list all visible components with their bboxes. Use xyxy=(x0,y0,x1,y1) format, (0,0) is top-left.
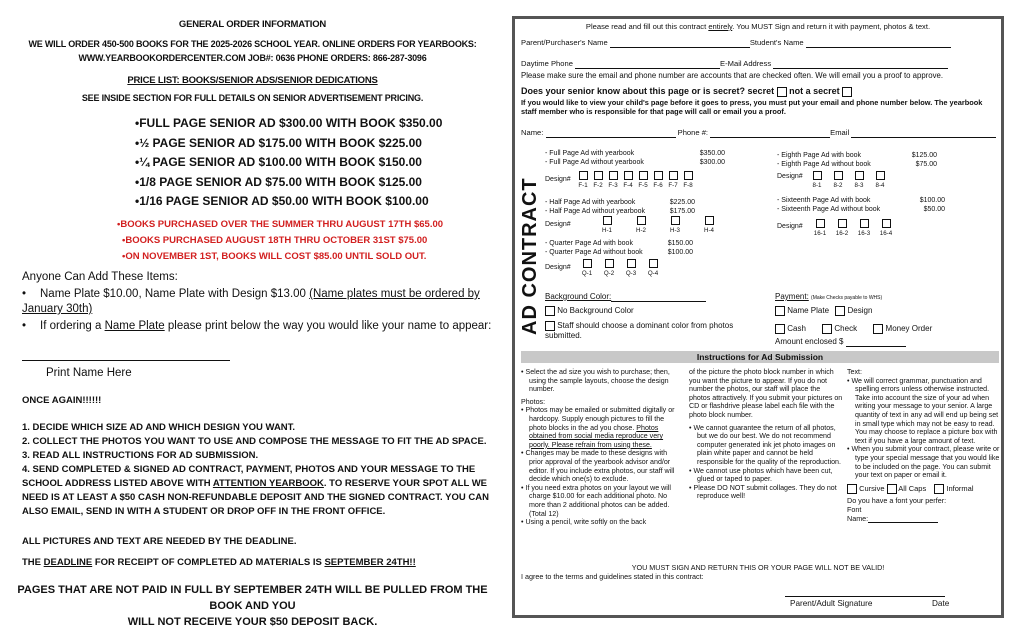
all-caps-label: All Caps xyxy=(898,483,927,493)
design-option-h4[interactable] xyxy=(703,216,715,234)
email-address-field[interactable] xyxy=(773,61,948,69)
design-option-16-2[interactable] xyxy=(835,219,849,237)
price-item: • ¼ PAGE SENIOR AD $100.00 WITH BOOK $150.00 xyxy=(135,153,442,173)
font-name-label: Name: xyxy=(847,513,869,523)
deadline-note xyxy=(22,556,416,570)
pages-warning-c: WILL BE PULLED FROM THE BOOK AND YOU xyxy=(209,584,488,612)
eighth-page-without-book: - Eighth Page Ad without book xyxy=(777,160,871,168)
sixteenth-page-price-with: $100.00 xyxy=(919,197,945,204)
design-code: F-2 xyxy=(593,182,603,189)
eighth-design-label: Design# xyxy=(777,173,803,180)
sixteenth-design-label: Design# xyxy=(777,223,803,230)
price-list-subheading: SEE INSIDE SECTION FOR FULL DETAILS ON SENIOR ADVERTISEMENT PRICING. xyxy=(81,93,424,103)
design-code: 8-3 xyxy=(854,182,864,189)
instruction-item: • We will correct grammar, punctuation and spelling errors unless otherwise instructed. Take into account the size of your ad when writing your message to your senior. A large quantity of text in any ad will end up being set in small type which may not be easy to read. You may choose to replace a picture box with text if you have a large amount of text. xyxy=(847,377,1001,446)
deadline-date: SEPTEMBER 24TH!! xyxy=(324,557,416,568)
price-item: • 1/8 PAGE SENIOR AD $75.00 WITH BOOK $125.00 xyxy=(135,173,442,193)
full-design-boxes xyxy=(578,171,693,189)
payment-label: Payment: xyxy=(775,292,809,301)
design-code: F-4 xyxy=(623,182,633,189)
payment-note: (Make Checks payable to WHS) xyxy=(811,295,883,301)
name-label: Name: xyxy=(521,128,544,137)
name-plate-checkbox[interactable] xyxy=(775,306,785,316)
font-style-options xyxy=(847,483,1001,494)
steps-list xyxy=(22,421,492,519)
font-preference: Do you have a font your perfer: xyxy=(847,495,947,505)
instruction-item: • Changes may be made to these designs with prior approval of the yearbook advisor and/or editor. If you include extra photos, our staff will decide which one(s) to exclude. xyxy=(521,449,683,483)
check-label: Check xyxy=(834,324,858,334)
phone-label: Phone #: xyxy=(677,128,709,137)
step-item: 1. DECIDE WHICH SIZE AD AND WHICH DESIGN YOU WANT. xyxy=(22,422,296,433)
design-code: 8-4 xyxy=(875,182,885,189)
instructions-col-3 xyxy=(847,368,1001,523)
half-page-with-book: - Half Page Ad with yearbook xyxy=(545,199,636,206)
price-item: • FULL PAGE SENIOR AD $300.00 WITH BOOK $350.00 xyxy=(135,114,442,134)
eighth-page-price-with: $125.00 xyxy=(911,152,937,159)
email-field[interactable] xyxy=(851,130,996,138)
design-option-16-3[interactable] xyxy=(857,219,871,237)
name-plate-label: Name Plate xyxy=(787,306,830,316)
pages-warning-a: PAGES THAT ARE xyxy=(17,584,116,596)
design-code: H-3 xyxy=(670,227,680,234)
eighth-page-with-book: - Eighth Page Ad with book xyxy=(777,152,862,159)
name-field[interactable] xyxy=(546,130,676,138)
informal-checkbox[interactable] xyxy=(934,484,944,494)
order-line-1: WE WILL ORDER 450-500 BOOKS FOR THE 2025-2026 SCHOOL YEAR. ONLINE ORDERS FOR YEARBOOKS: xyxy=(28,39,477,49)
sixteenth-page-without-book: - Sixteenth Page Ad without book xyxy=(777,205,881,213)
design-code: F-1 xyxy=(578,182,588,189)
staff-choose-checkbox[interactable] xyxy=(545,321,555,331)
sixteenth-page-with-book: - Sixteenth Page Ad with book xyxy=(777,197,871,204)
design-option-f3[interactable] xyxy=(608,171,618,189)
signature-label: Parent/Adult Signature xyxy=(790,599,873,608)
deadline-word: DEADLINE xyxy=(43,557,93,568)
step-item: 3. READ ALL INSTRUCTIONS FOR AD SUBMISSION. xyxy=(22,450,259,461)
design-code: 16-1 xyxy=(813,230,827,237)
secret-checkbox[interactable] xyxy=(777,87,787,97)
book-price-item: • ON NOVEMBER 1ST, BOOKS WILL COST $85.00 UNTIL SOLD OUT. xyxy=(122,249,443,265)
design-option-f8[interactable] xyxy=(683,171,693,189)
sixteenth-page-options xyxy=(777,197,945,214)
half-design-label: Design# xyxy=(545,221,571,228)
general-title: GENERAL ORDER INFORMATION xyxy=(178,19,327,30)
design-option-f4[interactable] xyxy=(623,171,633,189)
staff-choose-row xyxy=(545,321,735,341)
half-page-without-book: - Half Page Ad without yearbook xyxy=(545,207,646,215)
instruction-item: • If you need extra photos on your layout we will charge $10.00 for each additional photo. No more than 2 additional photos can be added. (Total 12) xyxy=(521,484,683,518)
payment-method-row xyxy=(775,324,932,334)
design-code: Q-4 xyxy=(647,270,659,277)
daytime-phone-label: Daytime Phone xyxy=(521,59,573,68)
daytime-phone-row xyxy=(521,59,948,69)
cursive-label: Cursive xyxy=(859,483,885,493)
book-price-item: • BOOKS PURCHASED OVER THE SUMMER THRU AUGUST 17TH $65.00 xyxy=(117,217,443,233)
quarter-page-price-without: $100.00 xyxy=(667,248,693,256)
payment-row xyxy=(775,292,882,303)
design-code: F-6 xyxy=(653,182,663,189)
design-option-q1[interactable] xyxy=(581,259,593,277)
secret-question xyxy=(521,85,852,97)
parent-name-field[interactable] xyxy=(610,40,750,48)
full-page-price-without: $300.00 xyxy=(699,158,725,166)
design-code: 16-4 xyxy=(879,230,893,237)
staff-choose-label: Staff should choose a dominant color from photos submitted. xyxy=(545,321,734,341)
design-code: F-3 xyxy=(608,182,618,189)
design-option-h3[interactable] xyxy=(669,216,681,234)
full-page-options xyxy=(545,150,725,167)
design-code: H-1 xyxy=(602,227,612,234)
design-label: Design xyxy=(847,306,873,316)
not-secret-label: not a secret xyxy=(789,86,840,96)
instruction-item: • We cannot use photos which have been cut, glued or taped to paper. xyxy=(689,467,843,484)
no-background-row xyxy=(545,306,634,316)
student-name-label: Student's Name xyxy=(749,38,804,47)
email-address-label: E-Mail Address xyxy=(720,59,772,68)
font-name-field[interactable] xyxy=(868,515,938,523)
must-sign-warning: YOU MUST SIGN AND RETURN THIS OR YOUR PAGE WILL NOT BE VALID! xyxy=(631,563,885,572)
instruction-item: • Please DO NOT submit collages. They do not reproduce well! xyxy=(689,484,843,501)
instruction-item: • When you submit your contract, please write or type your special message that you would like to be included on the page. You can submit your text on paper or email it. xyxy=(847,445,1001,479)
design-code: Q-1 xyxy=(581,270,593,277)
no-background-label: No Background Color xyxy=(557,306,634,316)
daytime-phone-field[interactable] xyxy=(575,61,720,69)
contract-header xyxy=(515,22,1001,32)
general-info-section xyxy=(0,0,505,633)
design-code: 8-2 xyxy=(833,182,843,189)
font-label: Font xyxy=(847,504,862,514)
once-again: ONCE AGAIN!!!!!! xyxy=(22,395,102,406)
design-code: 8-1 xyxy=(812,182,822,189)
design-option-8-4[interactable] xyxy=(874,171,886,189)
background-color-row xyxy=(545,292,706,302)
design-code: Q-2 xyxy=(603,270,615,277)
amount-row xyxy=(775,337,906,347)
instruction-item: • We cannot guarantee the return of all photos, but we do our best. We do not recommend computer generated ink jet photo images on plain white paper and cannot be held responsible for the quality of the reproduction. xyxy=(689,424,843,467)
all-pictures-note: ALL PICTURES AND TEXT ARE NEEDED BY THE DEADLINE. xyxy=(22,536,297,547)
name-phone-email-row xyxy=(521,128,996,138)
date-label: Date xyxy=(932,599,950,608)
design-code: F-8 xyxy=(683,182,693,189)
step4-text: 4. SEND COMPLETED & SIGNED AD CONTRACT, PAYMENT, PHOTOS AND YOUR MESSAGE TO THE SCHOOL ADDRESS LISTED ABOVE WITH xyxy=(22,464,476,489)
view-proof-note: If you would like to view your child's page before it goes to press, you must put your email and phone number below. The yearbook staff member who is responsible for that page will call or email you a proof. xyxy=(521,98,983,116)
cursive-checkbox[interactable] xyxy=(847,484,857,494)
background-color-label: Background Color: xyxy=(545,292,612,301)
photos-heading: Photos: xyxy=(521,397,546,406)
instructions-col-2 xyxy=(689,368,843,501)
nameplate-deadline: (Name plates must be ordered by January 30th) xyxy=(22,288,480,315)
design-option-16-1[interactable] xyxy=(813,219,827,237)
quarter-page-price-with: $150.00 xyxy=(667,240,693,247)
print-name-line[interactable] xyxy=(22,360,230,361)
design-option-f2[interactable] xyxy=(593,171,603,189)
quarter-design-label: Design# xyxy=(545,264,571,271)
ifordering-bullet: • If ordering a Name Plate please print below the way you would like your name to appear: xyxy=(22,320,492,332)
amount-label: Amount enclosed $ xyxy=(775,337,844,346)
cash-label: Cash xyxy=(787,324,806,334)
phone-field[interactable] xyxy=(710,130,830,138)
nameplate-price: Name Plate $10.00, Name Plate with Design $13.00 xyxy=(40,288,310,300)
make-sure-note: Please make sure the email and phone number are accounts that are checked often. We will email you a proof to approve. xyxy=(521,71,943,80)
deadline-mid: FOR RECEIPT OF COMPLETED AD MATERIALS IS xyxy=(92,557,325,568)
amount-field[interactable] xyxy=(846,339,906,347)
anyone-can-add: Anyone Can Add These Items: xyxy=(22,271,178,283)
design-option-f1[interactable] xyxy=(578,171,588,189)
design-option-q4[interactable] xyxy=(647,259,659,277)
secret-label: Does your senior know about this page or is secret? secret xyxy=(521,86,775,96)
money-order-label: Money Order xyxy=(885,324,933,334)
step4-attention: ATTENTION YEARBOOK xyxy=(212,478,324,489)
ifordering-text: If ordering a xyxy=(40,320,105,332)
design-code: H-2 xyxy=(636,227,646,234)
nameplate-bullet: • Name Plate $10.00, Name Plate with Design $13.00 (Name plates must be ordered by January 30th) xyxy=(22,288,480,315)
design-code: Q-3 xyxy=(625,270,637,277)
print-name-label: Print Name Here xyxy=(46,367,132,379)
pages-warning-b: NOT PAID IN FULL BY SEPTEMBER 24TH xyxy=(115,584,332,596)
price-item: • 1/16 PAGE SENIOR AD $50.00 WITH BOOK $100.00 xyxy=(135,192,442,212)
student-name-field[interactable] xyxy=(806,40,951,48)
sixteenth-design-boxes xyxy=(813,219,893,237)
pages-warning-d: WILL NOT RECEIVE YOUR $50 DEPOSIT BACK. xyxy=(127,616,378,628)
design-option-f7[interactable] xyxy=(668,171,678,189)
senior-ad-price-list xyxy=(135,114,442,212)
design-option-16-4[interactable] xyxy=(879,219,893,237)
full-page-price-with: $350.00 xyxy=(699,150,725,157)
money-order-checkbox[interactable] xyxy=(873,324,883,334)
sixteenth-page-price-without: $50.00 xyxy=(923,205,945,213)
design-code: H-4 xyxy=(704,227,714,234)
signature-line[interactable] xyxy=(785,596,945,597)
photos-text: Photos may be emailed or submitted digitally or hardcopy. Supply enough pictures to fill the photo blocks in the ad you chose. xyxy=(525,406,675,432)
header-text: Please read and fill out this contract xyxy=(585,22,709,31)
ifordering-nameplate: Name Plate xyxy=(104,320,165,332)
parent-name-label: Parent/Purchaser's Name xyxy=(521,38,608,47)
quarter-page-options xyxy=(545,240,693,257)
agree-statement: I agree to the terms and guidelines stated in this contract: xyxy=(521,572,704,581)
eighth-design-boxes xyxy=(811,171,886,189)
parent-name-row xyxy=(521,38,951,48)
informal-label: Informal xyxy=(946,483,974,493)
deadline-the: THE xyxy=(22,557,44,568)
cash-checkbox[interactable] xyxy=(775,324,785,334)
instructions-title: Instructions for Ad Submission xyxy=(521,351,999,363)
design-option-q2[interactable] xyxy=(603,259,615,277)
step-item-4 xyxy=(22,463,492,519)
email-label: Email xyxy=(830,128,850,137)
ad-contract-form xyxy=(512,16,1004,618)
header-entirely: entirely xyxy=(708,22,733,31)
text-heading: Text: xyxy=(847,368,862,376)
design-code: F-5 xyxy=(638,182,648,189)
design-option-q3[interactable] xyxy=(625,259,637,277)
price-item: • ½ PAGE SENIOR AD $175.00 WITH BOOK $225.00 xyxy=(135,134,442,154)
half-page-price-without: $175.00 xyxy=(669,207,695,215)
full-design-label: Design# xyxy=(545,176,571,183)
design-code: F-7 xyxy=(668,182,678,189)
instruction-continuation: of the picture the photo block number in which you want the picture to appear. If you do not number the photos, our staff will place the photos attractively. If you submit your pictures on CD or flashdrive please label each file with the photo block number. xyxy=(689,368,843,419)
font-name-row xyxy=(847,514,1001,523)
instructions-col-1 xyxy=(521,368,683,527)
full-page-without-book: - Full Page Ad without yearbook xyxy=(545,158,644,166)
quarter-design-boxes xyxy=(581,259,659,277)
ad-contract-vertical-title: AD CONTRACT xyxy=(519,177,541,335)
header-rest: . You MUST Sign and return it with payment, photos & text. xyxy=(732,22,931,31)
book-price-item: • BOOKS PURCHASED AUGUST 18TH THRU OCTOBER 31ST $75.00 xyxy=(122,233,443,249)
eighth-page-price-without: $75.00 xyxy=(915,160,937,168)
quarter-page-with-book: - Quarter Page Ad with book xyxy=(545,240,633,247)
quarter-page-without-book: - Quarter Page Ad without book xyxy=(545,248,643,256)
design-option-h1[interactable] xyxy=(601,216,613,234)
photos-social-warning: Photos obtained from social media reproduce very poorly. Please refrain from using these. xyxy=(529,423,664,449)
book-price-list xyxy=(117,217,443,265)
half-page-price-with: $225.00 xyxy=(669,199,695,206)
full-page-with-book: - Full Page Ad with yearbook xyxy=(545,150,635,157)
ifordering-rest: please print below the way you would like your name to appear: xyxy=(164,320,492,332)
design-option-f5[interactable] xyxy=(638,171,648,189)
instruction-item: • Select the ad size you wish to purchase; then, using the sample layouts, choose the design number. xyxy=(521,368,683,394)
design-option-h2[interactable] xyxy=(635,216,647,234)
design-option-f6[interactable] xyxy=(653,171,663,189)
half-design-boxes xyxy=(601,216,715,234)
price-list-heading: PRICE LIST: BOOKS/SENIOR ADS/SENIOR DEDICATIONS xyxy=(127,75,378,86)
design-option-8-3[interactable] xyxy=(853,171,865,189)
eighth-page-options xyxy=(777,152,937,169)
not-secret-checkbox[interactable] xyxy=(842,87,852,97)
payment-items-row xyxy=(775,306,872,316)
order-line-2: WWW.YEARBOOKORDERCENTER.COM JOB#: 0636 PHONE ORDERS: 866-287-3096 xyxy=(78,53,427,63)
all-caps-checkbox[interactable] xyxy=(887,484,897,494)
design-code: 16-2 xyxy=(835,230,849,237)
half-page-options xyxy=(545,199,695,216)
pages-warning xyxy=(0,582,505,630)
design-option-8-2[interactable] xyxy=(832,171,844,189)
instruction-item: • Using a pencil, write softly on the back xyxy=(521,518,683,527)
background-color-field[interactable] xyxy=(611,294,706,302)
design-checkbox[interactable] xyxy=(835,306,845,316)
step-item: 2. COLLECT THE PHOTOS YOU WANT TO USE AND COMPOSE THE MESSAGE TO FIT THE AD SPACE. xyxy=(22,436,487,447)
design-code: 16-3 xyxy=(857,230,871,237)
design-option-8-1[interactable] xyxy=(811,171,823,189)
check-checkbox[interactable] xyxy=(822,324,832,334)
instruction-item xyxy=(521,406,683,449)
no-background-checkbox[interactable] xyxy=(545,306,555,316)
step4-rest: . TO RESERVE YOUR SPOT ALL WE NEED IS AT LEAST A $50 CASH NON-REFUNDABLE DEPOSIT AND THE SIGNED CONTRACT. YOU CAN ALSO EMAIL, SEND IN WITH A STUDENT OR DROP OFF IN THE FRONT OFFICE. xyxy=(22,478,489,517)
